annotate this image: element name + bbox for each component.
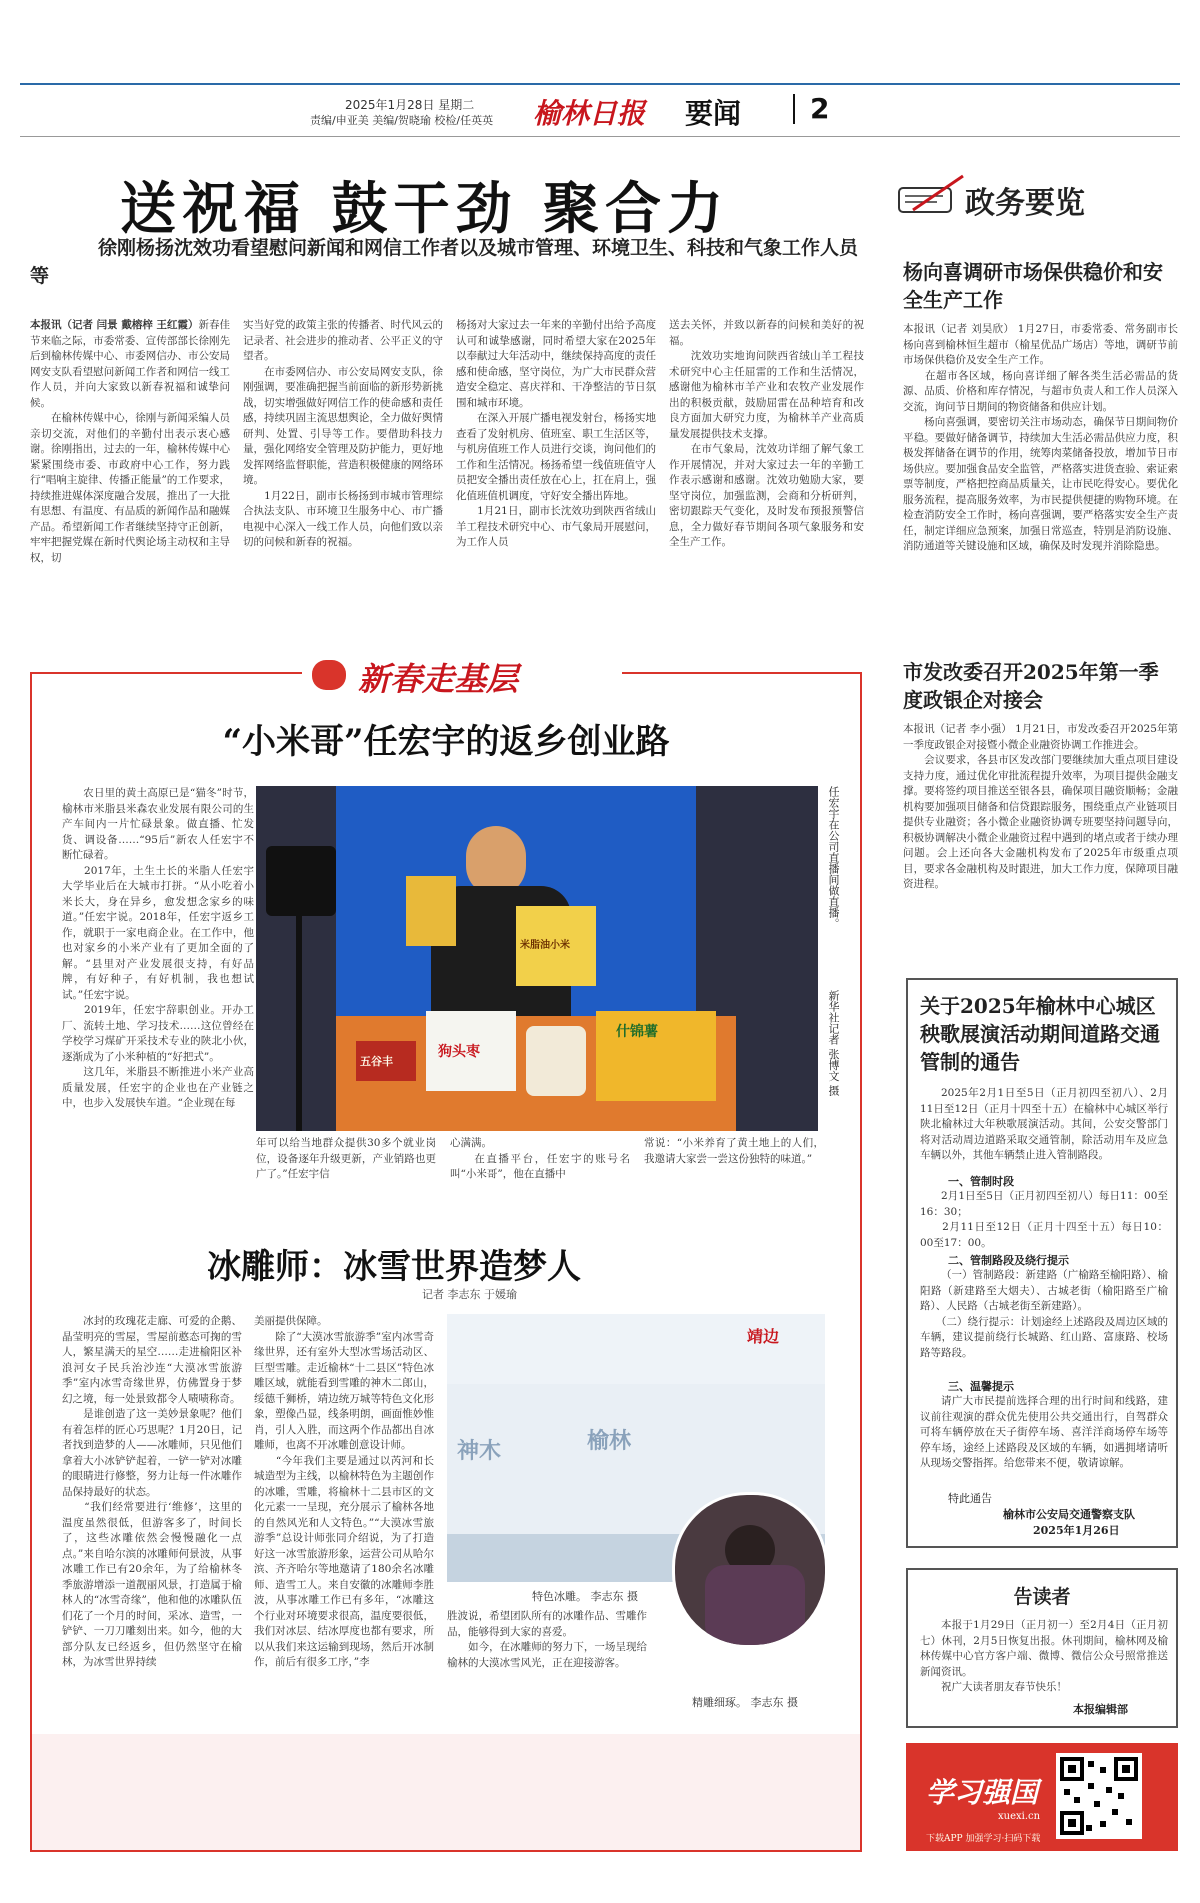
sidebar-item1-body: 本报讯（记者 刘昊欣） 1月27日，市委常委、常务副市长杨向喜到榆林恒生超市（榆星优品广场店）等地，调研节前市场保供稳价及安全生产工作。 在超市各区域，杨向喜详细了解各类生活必需品的货源、品质、价格和库存情况，与超市负责人和工作人员深入交流，询问节日期间的物资储备和供应计划。 杨向喜强调，要密切关注市场动态，确保节日期间物价平稳。要做好储备调节，持续加大生活必需品供应力度，积极发挥储备在调节的作用，统筹肉菜储备投放，增加节日市场供应。要加强食品安全监管，严格落实进货查验、索证索票等制度，严格把控商品质量关，让市民吃得安心。要优化服务流程，提高服务效率，为市民提供便捷的购物环境。在检查消防安全工作时，杨向喜强调，要严格落实安全生产责任，制定详细应急预案，加强日常巡查，特别是消防设施、消防通道等关键设施和区域，确保及时发现并消除隐患。 — [903, 323, 1178, 552]
product-box-3 — [596, 1011, 716, 1101]
sidebar-item2-title: 市发改委召开2025年第一季度政银企对接会 — [903, 660, 1159, 712]
notice-s1-title: 一、管制时段 — [948, 1175, 1014, 1188]
masthead-rule — [20, 83, 1180, 85]
ad-logo: 学习强国 — [926, 1776, 1039, 1809]
lead-col-1 — [30, 318, 230, 608]
paper-name: 榆林日报 — [533, 97, 646, 130]
masthead-editors: 责编/申亚美 美编/贺晓瑜 校检/任英英 — [310, 114, 494, 127]
reader-notice-body: 本报于1月29日（正月初一）至2月4日（正月初七）休刊，2月5日恢复出报。休刊期间，榆林网及榆林传媒中心官方客户端、微博、微信公众号照常推送新闻资讯。 祝广大读者朋友春节快乐！ — [920, 1619, 1168, 1693]
lead-byline: 本报讯（记者 闫景 戴榕梓 王红霞） — [30, 319, 199, 331]
story1-col-1: 农日里的黄土高原已是“猫冬”时节，榆林市米脂县米森农业发展有限公司的生产车间内一片忙碌景象。做直播、忙发货、调设备……“95后”新农人任宏宇不断忙碌着。 2017年，土生土长的米脂人任宏宇大学毕业后在大城市打拼。“从小吃着小米长大，身在异乡，愈发想念家乡的味道。”任宏宇说。2018年，任宏宇返乡工作，就职于一家电商企业。在工作中，他也对家乡的小米产业有了更加全面的了解。“县里对产业发展很支持，有好品牌，有好种子，有好机制，我也想试试。”任宏宇说。 2019年，任宏宇辞职创业。开办工厂、流转土地、学习技术……这位曾经在学校学习煤矿开采技术专业的陕北小伙，逐渐成为了小米种植的“好把式”。 这几年，米脂县不断推进小米产业高质量发展，任宏宇的企业也在产业链之中，也步入发展快车道。“企业现在每 — [62, 787, 254, 1109]
story2-col-1: 冰封的玫瑰花走廊、可爱的企鹅、晶莹明亮的雪屋，雪屋前憨态可掬的雪人，繁星满天的星空……走进榆阳区补浪河女子民兵治沙连“大漠冰雪旅游季”室内冰雪奇缘世界，仿佛置身于梦幻之境，每一处景致都令人啧啧称奇。 是谁创造了这一美妙景象呢？他们有着怎样的匠心巧思呢？1月20日，记者找到造梦的人——冰雕师，只见他们拿着大小冰铲铲起着，一铲一铲对冰雕的眼睛进行修整，努力让每一件冰雕作品保持最好的状态。 “我们经常要进行‘维修’，这里的温度虽然很低，但游客多了，时间长了，这些冰雕依然会慢慢融化一点点。”来自哈尔滨的冰雕师何景波，从事冰雕工作已有20余年，为了给榆林冬季旅游增添一道靓丽风景，打造属于榆林人的“冰雪奇缘”，他和他的冰雕队伍们花了一个月的时间，采冰、造雪，一铲铲、一刀刀雕刻出来。如今，他的大部分队友已经返乡，但仍然坚守在榆林，为冰雪世界持续 — [62, 1315, 242, 1668]
notice-s2-title: 二、管制路段及绕行提示 — [948, 1254, 1069, 1267]
section-name: 要闻 — [685, 97, 742, 130]
product-bag-left — [406, 876, 456, 946]
story2-headline: 冰雕师：冰雪世界造梦人 — [207, 1247, 581, 1287]
sidebar-item1-title: 杨向喜调研市场保供稳价和安全生产工作 — [903, 260, 1163, 312]
lantern-icon — [312, 660, 346, 690]
reader-notice-title: 告读者 — [1013, 1586, 1071, 1608]
reader-notice-signer: 本报编辑部 — [1073, 1703, 1128, 1716]
notice-date: 2025年1月26日 — [1033, 1524, 1120, 1537]
ice-sign-2: 靖边 — [747, 1327, 780, 1346]
camera-icon — [266, 846, 336, 916]
story1-headline: “小米哥”任宏宇的返乡创业路 — [222, 722, 670, 762]
product-sack — [526, 1026, 586, 1096]
notice-s3-title: 三、温馨提示 — [948, 1380, 1014, 1393]
feature-banner-text: 新春走基层 — [358, 660, 519, 698]
reader-notice-box — [906, 1568, 1178, 1728]
feature-banner — [302, 652, 622, 700]
story2-caption-1: 特色冰雕。 李志东 摄 — [532, 1590, 638, 1603]
product-box-1 — [356, 1041, 416, 1081]
qr-code-icon — [1056, 1753, 1142, 1839]
story1-col-2: 年可以给当地群众提供30多个就业岗位，设备逐年升级更新，产业销路也更广了。”任宏宇信 — [256, 1137, 436, 1180]
scroll-pen-icon — [893, 170, 968, 220]
product-label-2: 狗头枣 — [438, 1044, 480, 1060]
notice-s1-body: 2月1日至5日（正月初四至初八）每日11：00至16：30； 2月11日至12日（正月十四至十五）每日10：00至17：00。 — [920, 1190, 1168, 1249]
masthead-bottom-rule — [20, 136, 1180, 137]
notice-s3-body: 请广大市民提前选择合理的出行时间和线路，建议前往观演的群众优先使用公共交通出行，自驾群众可将车辆停放在天子街停车场、喜洋洋商场停车场等停车场，途经上述路段及区域的车辆，如遇拥堵请听从现场交警指挥。给您带来不便，敬请谅解。 — [920, 1395, 1168, 1469]
story1-col-4: 常说：“小米养育了黄土地上的人们，我邀请大家尝一尝这份独特的味道。” — [644, 1137, 824, 1165]
product-box-2 — [426, 1011, 516, 1091]
lead-col-2: 实当好党的政策主张的传播者、时代风云的记录者、社会进步的推动者、公平正义的守望者。 在市委网信办、市公安局网安支队，徐刚强调，要准确把握当前面临的新形势新挑战，切实增强做好网信工作的使命感和责任感，持续巩固主流思想舆论，全力做好舆情研判、处置、引导等工作。要借助科技力量，强化网络安全管理及防护能力，更好地发挥网络监督职能，营造积极健康的网络环境。 1月22日，副市长杨扬到市城市管理综合执法支队、市环境卫生服务中心、市广播电视中心深入一线工作人员，向他们致以亲切的问候和新春的祝福。 — [243, 319, 443, 548]
story2-byline: 记者 李志东 于媛瑜 — [422, 1288, 517, 1301]
story1-photo — [256, 786, 818, 1131]
product-label-4: 什锦薯 — [616, 1024, 658, 1040]
tripod — [296, 916, 302, 1131]
lead-headline: 送祝福 鼓干劲 聚合力 — [120, 177, 729, 242]
ad-sub: xuexi.cn — [998, 1811, 1041, 1822]
notice-intro: 2025年2月1日至5日（正月初四至初八）、2月11日至12日（正月十四至十五）在榆林中心城区举行陕北榆林过大年秧歌展演活动。其间，公安交警部门将对活动周边道路采取交通管制，除活动用车及应急车辆以外，其他车辆禁止进入管制路段。 — [920, 1087, 1168, 1161]
notice-s2-body: （一）管制路段：新建路（广榆路至榆阳路）、榆阳路（新建路至大烟夫）、古城老街（榆阳路至广榆路）、人民路（古城老街至新建路）。 （二）绕行提示：计划途经上述路段及周边区域的车辆，建议提前绕行长城路、红山路、富康路、校场路等路段。 — [920, 1269, 1168, 1359]
story1-photo-credit: 新华社记者 张博文 摄 — [827, 990, 840, 1096]
lead-subheadline: 徐刚杨扬沈效功看望慰问新闻和网信工作者以及城市管理、环境卫生、科技和气象工作人员等 — [30, 237, 859, 287]
decorative-cloud-band — [32, 1734, 860, 1850]
story1-col-3: 心满满。 在直播平台，任宏宇的账号名叫“小米哥”，他在直播中 — [450, 1137, 630, 1180]
page-number: 2 — [810, 92, 830, 125]
product-label-1: 米脂油小米 — [520, 940, 570, 951]
xuexi-ad[interactable] — [906, 1743, 1178, 1851]
sidebar-title: 政务要览 — [965, 186, 1085, 221]
worker-body — [705, 1565, 805, 1645]
lead-text-1: 新春佳节来临之际，市委常委、宣传部部长徐刚先后到榆林传媒中心、市委网信办、市公安局网安支队看望慰问新闻工作者和网信一线工作人员，并向大家致以新春祝福和诚挚问候。 在榆林传媒中心，徐刚与新闻采编人员亲切交流，对他们的辛勤付出表示衷心感谢。徐刚指出，过去的一年，榆林传媒中心紧紧围绕市委、市政府中心工作，努力践行“唱响主旋律、传播正能量”的工作要求，持续推进媒体深度融合发展，推出了一大批有思想、有温度、有品质的新闻作品和融媒产品。希望新闻工作者继续坚持守正创新，牢牢把握党媒在新时代舆论场主动权和主导权，切 — [30, 319, 230, 564]
story2-col-3: 胜波说，希望团队所有的冰雕作品、雪雕作品，能够得到大家的喜爱。 如今，在冰雕师的努力下，一场呈现给榆林的大漠冰雪风光，正在迎接游客。 — [447, 1610, 647, 1669]
lead-col-4: 送去关怀，并致以新春的问候和美好的祝福。 沈效功实地询问陕西省绒山羊工程技术研究中心主任屈雷的工作和生活情况，感谢他为榆林市羊产业和农牧产业发展作出的积极贡献，鼓励屈雷在品种培育和改良方面加大研究力度，为榆林羊产业高质量发展提供技术支撑。 在市气象局，沈效功详细了解气象工作开展情况，并对大家过去一年的辛勤工作表示感谢和感谢。沈效功勉励大家，要坚守岗位，加强监测，会商和分析研判，密切跟踪天气变化，及时发布预报预警信息，全力做好春节期间各项气象服务和安全生产工作。 — [669, 319, 864, 548]
traffic-notice-box — [906, 978, 1178, 1548]
notice-closing: 特此通告 — [948, 1492, 992, 1505]
ad-foot: 下载APP 加强学习·扫码下载 — [926, 1834, 1041, 1844]
product-label-3: 五谷丰 — [360, 1055, 393, 1068]
sidebar-item2-body: 本报讯（记者 李小强） 1月21日，市发改委召开2025年第一季度政银企对接暨小微企业融资协调工作推进会。 会议要求，各县市区发改部门要继续加大重点项目建设支持力度，通过优化审批流程提升效率，为项目提供金融支撑。要将签约项目推送至银各县，确保项目融资顺畅；金融机构要加强项目储备和信贷跟踪服务，围绕重点产业链项目提供专业融资；各小微企业融资协调专班要坚持问题导向，积极协调解决小微企业融资过程中遇到的堵点或者于续办理问题。会上还向各大金融机构发布了2025年市级重点项目，要求各金融机构及时跟进，加大工作力度，保障项目融资进程。 — [903, 723, 1178, 890]
notice-title: 关于2025年榆林中心城区秧歌展演活动期间道路交通管制的通告 — [920, 994, 1160, 1074]
story2-col-2: 美丽提供保障。 除了“大漠冰雪旅游季”室内冰雪奇缘世界，还有室外大型冰雪场活动区、巨型雪雕。走近榆林“十二县区”特色冰雕区域，就能看到雪雕的神木二郎山，绥德千狮桥，靖边统万城等特色文化形象，塑像凸显，线条明朗，画面惟妙惟肖，引人入胜，而这两个作品都出自冰雕师，也离不开冰雕创意设计师。 “今年我们主要是通过以芮河和长城造型为主线，以榆林特色为主题创作的冰雕，雪雕，将榆林十二县市区的文化元素一一呈现，充分展示了榆林各地的自然风光和人文特色。”“大漠冰雪旅游季”总设计师张同介绍说，为了打造好这一冰雪旅游形象，运营公司从哈尔滨、齐齐哈尔等地邀请了180余名冰雕师、造雪工人。来自安徽的冰雕师李胜波，从事冰雕工作已有多年，“冰雕这个行业对环境要求很高，温度要很低，我们对冰层、结冰厚度也都有要求，所以从我们来这运输到现场，然后开冰制作，前后有很多工序，”李 — [254, 1315, 434, 1668]
ice-sign-3: 榆林 — [587, 1428, 632, 1454]
masthead — [20, 92, 1180, 130]
story2-photo-2 — [672, 1492, 828, 1648]
feature-box — [30, 660, 862, 1852]
story1-caption: 任宏宇在公司直播间做直播。 — [827, 786, 840, 929]
masthead-divider — [793, 94, 795, 124]
lead-col-3: 杨扬对大家过去一年来的辛勤付出给予高度认可和诚挚感谢，同时希望大家在2025年以奉献过大年活动中，继续保持高度的责任感和使命感，坚守岗位，为广大市民群众营造安全稳定、喜庆祥和、干净整洁的节日氛围和城市环境。 在深入开展广播电视发射台，杨扬实地查看了发射机房、值班室、职工生活区等，与机房值班工作人员进行交谈，询问他们的工作和生活情况。杨扬希望一线值班值守人员把安全播出责任放在心上，扛在肩上，强化值班值机调度，守好安全播出阵地。 1月21日，副市长沈效功到陕西省绒山羊工程技术研究中心、市气象局开展慰问，为工作人员 — [456, 319, 656, 548]
sidebar-header — [893, 170, 1178, 225]
notice-signer: 榆林市公安局交通警察支队 — [1003, 1508, 1135, 1521]
ice-sign-1: 神木 — [457, 1438, 502, 1464]
masthead-date: 2025年1月28日 星期二 — [345, 98, 475, 112]
product-bag-right — [516, 906, 596, 986]
story2-caption-2: 精雕细琢。 李志东 摄 — [692, 1696, 798, 1709]
